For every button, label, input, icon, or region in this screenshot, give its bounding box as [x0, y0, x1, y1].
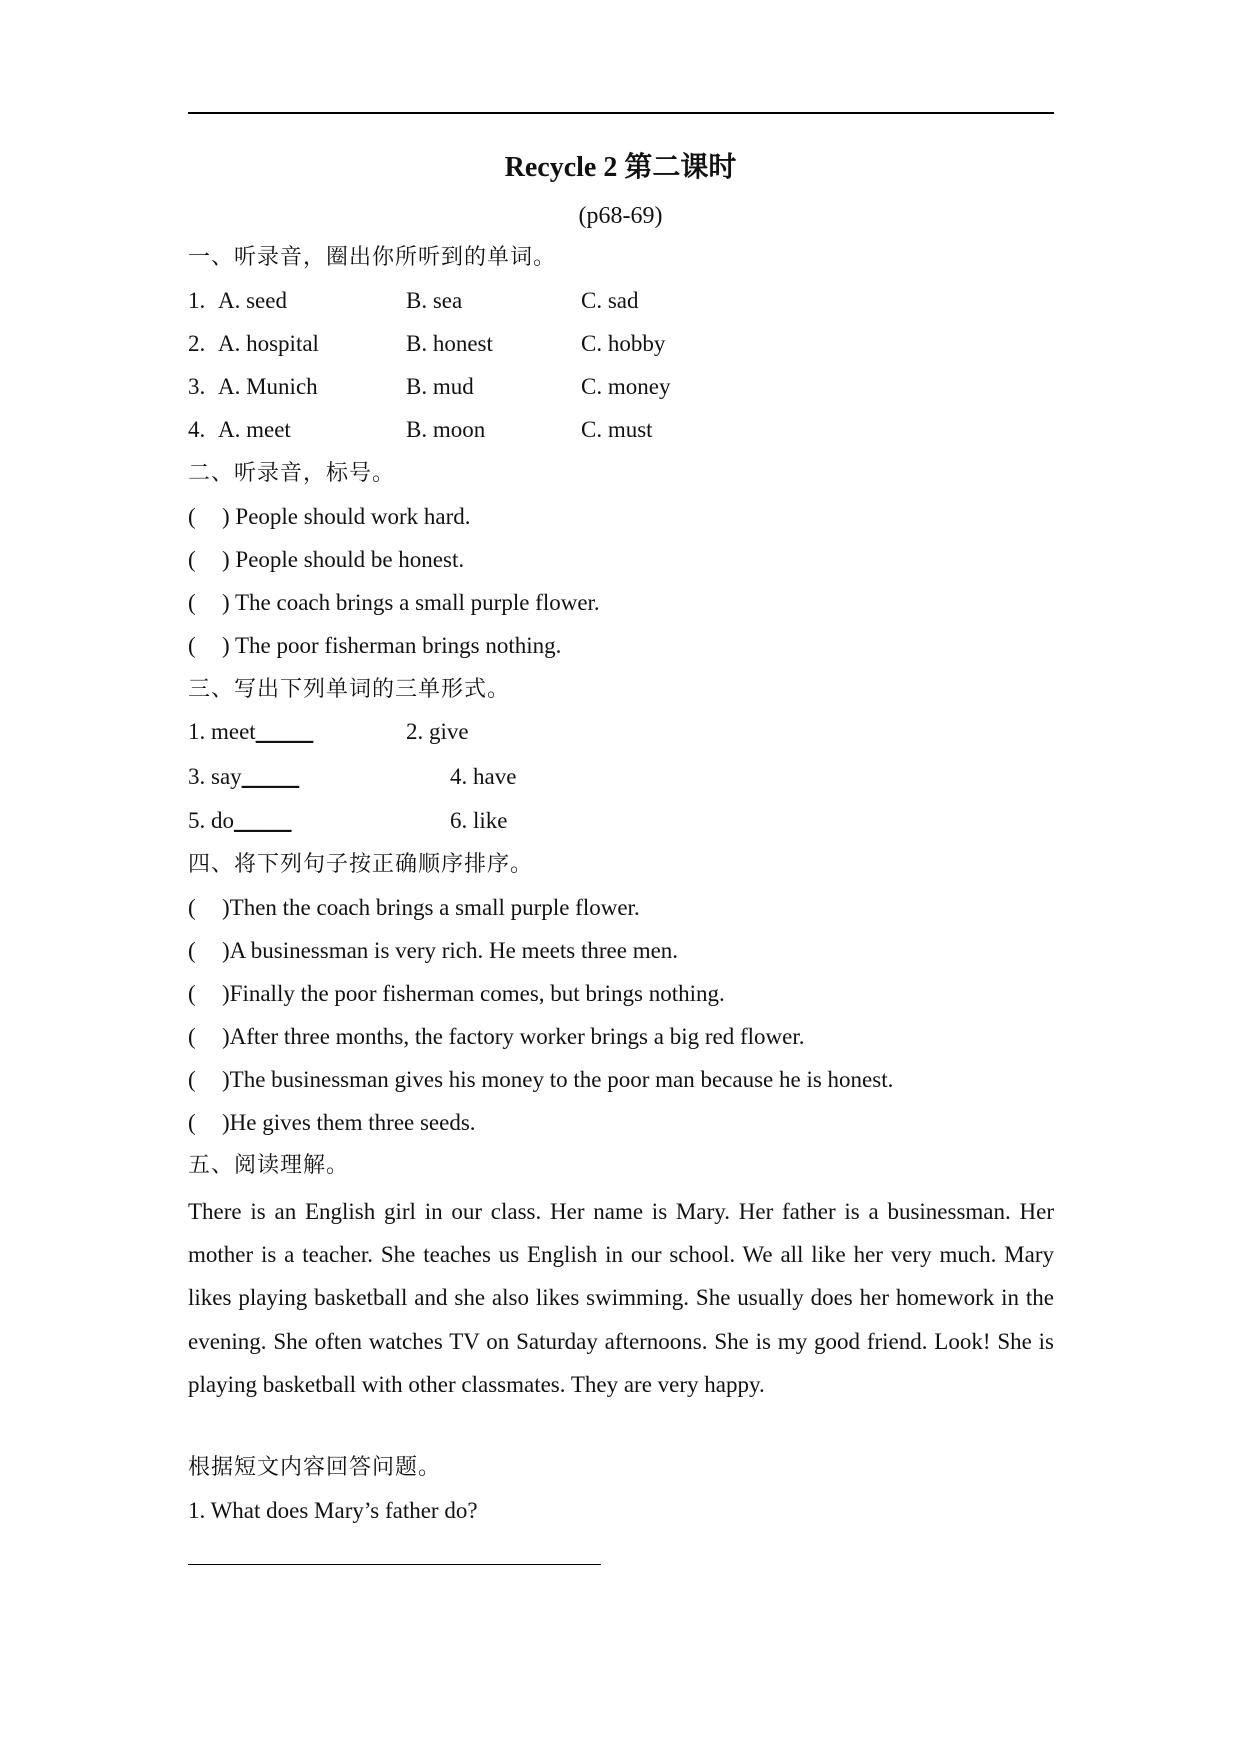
- answer-paren: (: [188, 895, 196, 920]
- answer-paren: (: [188, 1024, 196, 1049]
- option-a: A. meet: [218, 417, 291, 442]
- answer-paren: (: [188, 938, 196, 963]
- verb-row: [188, 806, 508, 836]
- section-1-heading: 一、听录音，圈出你所听到的单词。: [188, 245, 557, 270]
- answer-paren: (: [188, 981, 196, 1006]
- answer-blank[interactable]: _____: [255, 719, 314, 744]
- option-c: C. sad: [581, 288, 639, 313]
- item-text: )After three months, the factory worker brings a big red flower.: [222, 1024, 805, 1049]
- ordering-item: [188, 1022, 804, 1052]
- choice-row: [188, 286, 639, 316]
- ordering-item: [188, 979, 725, 1009]
- verb-left: 3. say: [188, 764, 242, 789]
- ordering-item: [188, 1065, 893, 1095]
- answer-paren: (: [188, 504, 196, 529]
- item-text: )Then the coach brings a small purple flower.: [222, 895, 640, 920]
- answer-paren: (: [188, 1110, 196, 1135]
- item-text: )The businessman gives his money to the poor man because he is honest.: [222, 1067, 894, 1092]
- item-text: ) People should work hard.: [222, 504, 471, 529]
- reading-passage: There is an English girl in our class. Her name is Mary. Her father is a businessman. Her mother is a teacher. She teaches us English in our school. We all like her very much. Mary likes playing basketball and she also likes swimming. She usually does her homework in the evening. She often watches TV on Saturday afternoons. She is my good friend. Look! She is playing basketball with other classmates. They are very happy.: [188, 1199, 1054, 1397]
- listening-item: [188, 545, 464, 575]
- option-a: A. hospital: [218, 331, 319, 356]
- option-b: B. sea: [406, 288, 463, 313]
- option-b: B. mud: [406, 374, 474, 399]
- choice-row: [188, 329, 666, 359]
- section-2-heading: 二、听录音，标号。: [188, 461, 396, 486]
- verb-left: 1. meet: [188, 719, 256, 744]
- listening-item: [188, 502, 471, 532]
- item-text: )He gives them three seeds.: [222, 1110, 476, 1135]
- option-c: C. hobby: [581, 331, 666, 356]
- item-number: 4.: [188, 417, 206, 442]
- choice-row: [188, 415, 653, 445]
- answer-paren: (: [188, 1067, 196, 1092]
- question-text: 1. What does Mary’s father do?: [188, 1498, 478, 1523]
- page-title: Recycle 2 第二课时: [504, 152, 737, 183]
- verb-row: [188, 762, 517, 792]
- question-instruction: 根据短文内容回答问题。: [188, 1455, 442, 1480]
- item-number: 3.: [188, 374, 206, 399]
- answer-paren: (: [188, 590, 196, 615]
- header-rule: [188, 112, 1054, 114]
- answer-paren: (: [188, 633, 196, 658]
- verb-right: 4. have: [450, 764, 517, 789]
- item-text: ) People should be honest.: [222, 547, 465, 572]
- ordering-item: [188, 936, 678, 966]
- section-5-heading: 五、阅读理解。: [188, 1153, 350, 1178]
- option-b: B. honest: [406, 331, 493, 356]
- section-3-heading: 三、写出下列单词的三单形式。: [188, 677, 511, 702]
- verb-right: 2. give: [406, 719, 469, 744]
- listening-item: [188, 588, 600, 618]
- section-4-heading: 四、将下列句子按正确顺序排序。: [188, 852, 534, 877]
- item-text: )A businessman is very rich. He meets three men.: [222, 938, 679, 963]
- item-number: 1.: [188, 288, 206, 313]
- answer-paren: (: [188, 547, 196, 572]
- option-b: B. moon: [406, 417, 486, 442]
- listening-item: [188, 631, 561, 661]
- verb-left: 5. do: [188, 808, 234, 833]
- page-subtitle: (p68-69): [578, 203, 663, 229]
- answer-blank[interactable]: _____: [234, 808, 292, 833]
- item-text: ) The coach brings a small purple flower.: [222, 590, 600, 615]
- answer-line[interactable]: [188, 1564, 601, 1565]
- choice-row: [188, 372, 671, 402]
- option-c: C. must: [581, 417, 653, 442]
- ordering-item: [188, 893, 640, 923]
- item-text: )Finally the poor fisherman comes, but brings nothing.: [222, 981, 725, 1006]
- option-a: A. Munich: [218, 374, 318, 399]
- item-text: ) The poor fisherman brings nothing.: [222, 633, 562, 658]
- verb-right: 6. like: [450, 808, 508, 833]
- answer-blank[interactable]: _____: [241, 764, 300, 789]
- option-a: A. seed: [218, 288, 287, 313]
- verb-row: [188, 717, 469, 747]
- item-number: 2.: [188, 331, 206, 356]
- option-c: C. money: [581, 374, 671, 399]
- ordering-item: [188, 1108, 476, 1138]
